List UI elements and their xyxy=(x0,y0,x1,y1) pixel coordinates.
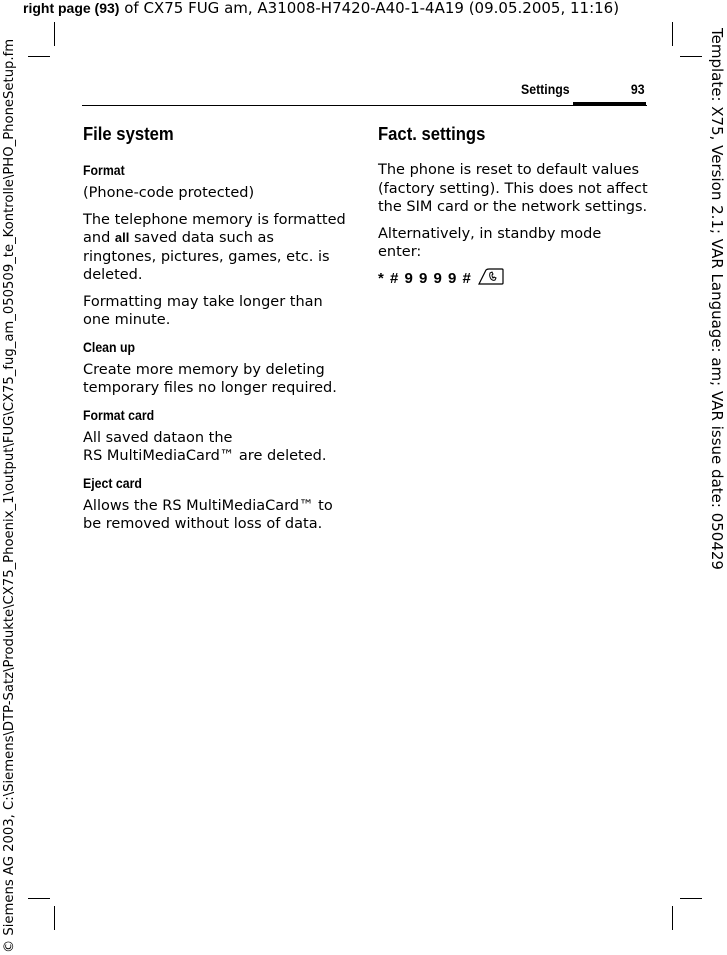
section-title: Settings xyxy=(521,81,570,97)
crop-mark xyxy=(54,22,55,46)
eject-card-heading: Eject card xyxy=(83,474,142,491)
fact-settings-heading: Fact. settings xyxy=(378,123,486,144)
crop-mark xyxy=(680,56,702,57)
document-header-bar xyxy=(23,0,619,17)
clean-up-heading: Clean up xyxy=(83,338,136,355)
file-info: of CX75 FUG am, A31008-H7420-A40-1-4A19 (09.05.2005, 11:16) xyxy=(119,0,620,17)
reset-key-sequence xyxy=(378,268,648,289)
standby-instruction: Alternatively, in standby mode enter: xyxy=(378,225,602,260)
fact-settings-description: The phone is reset to default values (factory setting). This does not affect the SIM card or the network settings. xyxy=(378,162,648,215)
left-column xyxy=(83,123,351,542)
format-card-description: All saved dataon the RS MultiMediaCard™ are deleted. xyxy=(83,429,327,464)
header-rule xyxy=(82,105,647,106)
format-note: (Phone-code protected) xyxy=(83,185,255,201)
template-info: Template: X75, Version 2.1; VAR Language: am; VAR issue date: 050429 xyxy=(708,28,726,570)
file-system-heading: File system xyxy=(83,123,174,144)
call-key-icon xyxy=(478,268,504,289)
right-column xyxy=(378,123,648,289)
crop-mark xyxy=(54,906,55,930)
page-label: right page (93) xyxy=(23,0,120,16)
running-head xyxy=(510,81,646,99)
format-heading: Format xyxy=(83,162,125,178)
format-duration-note: Formatting may take longer than one minute. xyxy=(83,293,323,328)
crop-mark xyxy=(680,898,702,899)
copyright-file-path: © Siemens AG 2003, C:\Siemens\DTP-Satz\Produkte\CX75_Phoenix_1\output\FUG\CX75_fug_am_050509_te_Kontrolle\PHO_PhoneSetup.fm xyxy=(2,38,17,953)
clean-up-description: Create more memory by deleting temporary files no longer required. xyxy=(83,361,337,396)
crop-mark xyxy=(28,898,50,899)
crop-mark xyxy=(28,56,50,57)
page-number: 93 xyxy=(631,81,645,97)
crop-mark xyxy=(672,906,673,930)
format-card-heading: Format card xyxy=(83,406,155,423)
crop-mark xyxy=(672,22,673,46)
key-code: * # 9 9 9 9 # xyxy=(378,269,472,287)
format-description: The telephone memory is formatted and all saved data such as ringtones, pictures, games, etc. is deleted. xyxy=(83,211,346,283)
eject-card-description: Allows the RS MultiMediaCard™ to be removed without loss of data. xyxy=(83,497,333,532)
